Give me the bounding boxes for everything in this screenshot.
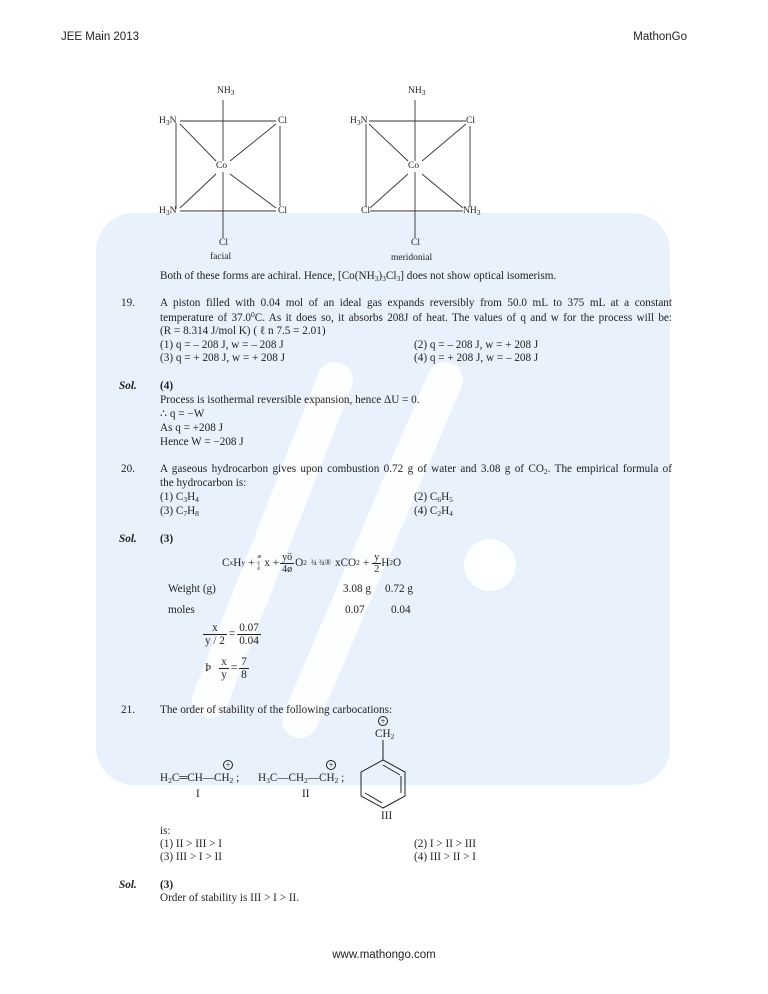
q21-option-2: (2) I > II > III [414, 838, 477, 850]
q21-option-4: (4) III > II > I [414, 851, 477, 863]
ligand-lower-right-meridonial: $NH_3$ [463, 206, 481, 217]
q21-option-3: (3) III > I > II [160, 851, 223, 863]
q19-sol-line-2: ∴ q = −W [160, 408, 205, 420]
carbocation-II-formula: $H_3C—CH_2—CH_2$ ; [258, 772, 345, 785]
q20-option-4: (4) $C_2H_4$ [414, 505, 453, 518]
q20-option-2: (2) $C_6H_5$ [414, 491, 453, 504]
carbocation-III-substituent: $CH_2$ [375, 728, 395, 741]
q21-option-1: (1) II > III > I [160, 838, 223, 850]
metal-center-facial: Co [216, 161, 228, 171]
q20-sol-label: Sol. [119, 533, 137, 545]
ligand-upper-left-facial: $H_3N$ [159, 116, 177, 127]
q20-option-1: (1) $C_3H_4$ [160, 491, 199, 504]
q19-answer: (4) [160, 380, 174, 392]
isomer-label-meridonial: meridonial [391, 253, 433, 263]
q19-line-2: temperature of 37.0$^0$C. As it does so, it absorbs 208J of heat. The values of q and w for the process will be: [160, 310, 672, 324]
table-row-weight-co2: 3.08 g [343, 583, 371, 595]
q19-option-4: (4) q = + 208 J, w = – 208 J [414, 352, 539, 364]
ligand-upper-right-meridonial: Cl [466, 116, 475, 126]
table-row-moles-label: moles [168, 604, 195, 616]
q20-option-3: (3) $C_7H_8$ [160, 505, 199, 518]
q20-answer: (3) [160, 533, 174, 545]
metal-center-meridonial: Co [408, 161, 420, 171]
q21-is-label: is: [160, 825, 171, 837]
simplified-ratio-equation: Þ $\frac{x}{y}$ = $\frac{7}{8}$ [205, 656, 247, 682]
ligand-upper-right-facial: Cl [278, 116, 287, 126]
q19-sol-line-4: Hence W = −208 J [160, 436, 244, 448]
q19-option-3: (3) q = + 208 J, w = + 208 J [160, 352, 285, 364]
positive-charge-icon: + [378, 716, 388, 726]
question-number-21: 21. [121, 704, 135, 716]
table-row-moles-co2: 0.07 [345, 604, 365, 616]
q19-sol-line-1: Process is isothermal reversible expansion, hence ΔU = 0. [160, 394, 420, 406]
q21-answer: (3) [160, 879, 174, 891]
q19-line-1: A piston filled with 0.04 mol of an ideal gas expands reversibly from 50.0 mL to 375 mL at a constant [160, 297, 672, 309]
question-number-19: 19. [121, 297, 135, 309]
ligand-bottom-meridonial: Cl [411, 238, 420, 248]
carbocation-III-label: III [381, 810, 393, 822]
positive-charge-icon: + [326, 760, 336, 770]
ligand-top-facial: $NH_3$ [217, 86, 235, 97]
positive-charge-icon: + [223, 760, 233, 770]
question-number-20: 20. [121, 463, 135, 475]
octahedral-structures-diagram [0, 0, 768, 300]
q21-sol-label: Sol. [119, 879, 137, 891]
mole-ratio-equation: $\frac{x}{y / 2}$ = $\frac{0.07}{0.04}$ [205, 622, 259, 648]
ligand-lower-right-facial: Cl [278, 206, 287, 216]
ligand-top-meridonial: $NH_3$ [408, 86, 426, 97]
benzene-ring-icon [355, 740, 415, 810]
q19-option-1: (1) q = – 208 J, w = – 208 J [160, 339, 284, 351]
carbocation-I-label: I [196, 788, 200, 800]
q20-line-1: A gaseous hydrocarbon gives upon combustion 0.72 g of water and 3.08 g of $CO_2$. The empirical formula of [160, 463, 673, 476]
header-exam-title: JEE Main 2013 [61, 31, 139, 43]
q20-line-2: the hydrocarbon is: [160, 477, 247, 489]
table-row-weight-h2o: 0.72 g [385, 583, 413, 595]
q19-sol-line-3: As q = +208 J [160, 422, 223, 434]
ligand-lower-left-meridonial: Cl [361, 206, 370, 216]
carbocation-I-formula: $H_2C═CH—CH_2$ ; [160, 772, 240, 785]
table-row-moles-h2o: 0.04 [391, 604, 411, 616]
ligand-bottom-facial: Cl [219, 238, 228, 248]
q21-sol-text: Order of stability is III > I > II. [160, 892, 300, 904]
q21-question: The order of stability of the following carbocations: [160, 704, 393, 716]
header-brand: MathonGo [633, 31, 687, 43]
carbocation-II-label: II [302, 788, 310, 800]
q18-conclusion: Both of these forms are achiral. Hence, $[Co(NH_3)_3Cl_3]$ does not show optical isomerism. [160, 270, 557, 283]
q19-option-2: (2) q = – 208 J, w = + 208 J [414, 339, 539, 351]
q19-line-3: (R = 8.314 J/mol K) ( ℓ n 7.5 = 2.01) [160, 325, 326, 337]
footer-url: www.mathongo.com [332, 949, 436, 961]
q19-sol-label: Sol. [119, 380, 137, 392]
combustion-equation: C x H y + æ ç è x + $\frac{yö}{4ø}$ O 2 ¾ ¾® xCO 2 + $\frac{y}{2}$ H 2 O [222, 551, 402, 575]
ligand-lower-left-facial: $H_3N$ [159, 206, 177, 217]
isomer-label-facial: facial [210, 252, 232, 262]
ligand-upper-left-meridonial: $H_3N$ [350, 116, 368, 127]
table-row-weight-label: Weight (g) [168, 583, 216, 595]
